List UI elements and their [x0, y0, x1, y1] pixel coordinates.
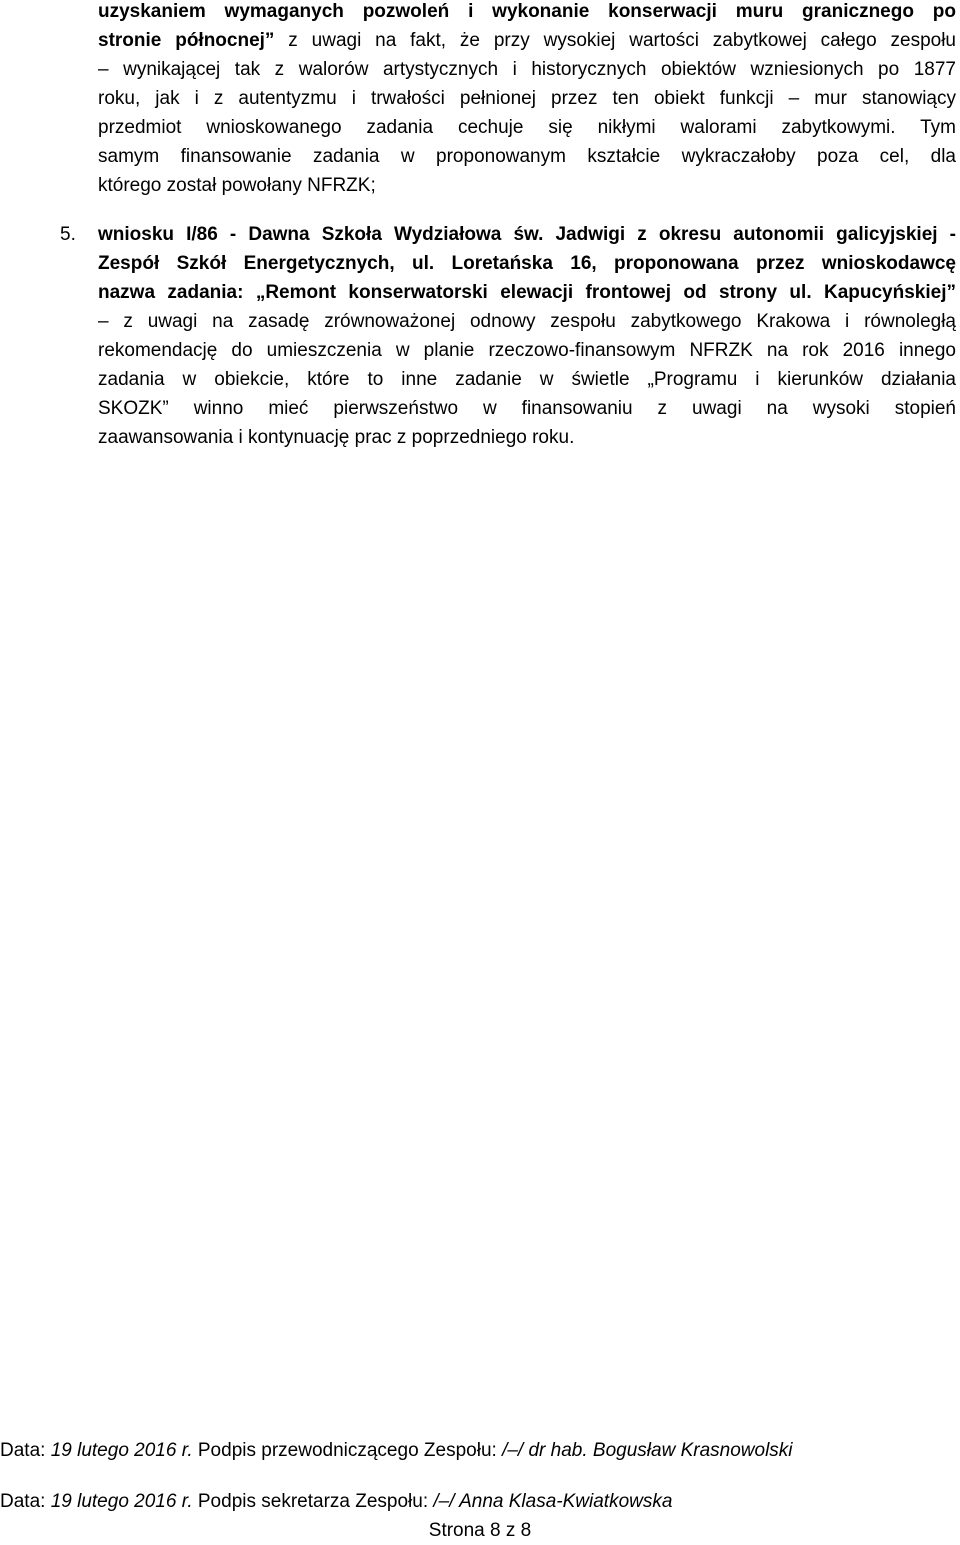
date-value: 19 lutego 2016 r.: [50, 1491, 193, 1512]
text-line: [98, 0, 956, 26]
signature-label: Podpis przewodniczącego Zespołu:: [192, 1440, 503, 1461]
list-item-number: 5.: [60, 224, 76, 245]
date-label: Data:: [0, 1440, 51, 1461]
body-text: roku, jak i z autentyzmu i trwałości pełnionej przez ten obiekt funkcji – mur stanowiący: [98, 88, 956, 109]
text-line: [98, 171, 956, 200]
text-line: [98, 113, 956, 142]
body-text: – z uwagi na zasadę zrównoważonej odnowy zespołu zabytkowego Krakowa i równoległą: [98, 311, 956, 332]
body-text: SKOZK” winno mieć pierwszeństwo w finansowaniu z uwagi na wysoki stopień: [98, 398, 956, 419]
date-value: 19 lutego 2016 r.: [50, 1440, 193, 1461]
body-text: – wynikającej tak z walorów artystycznych i historycznych obiektów wzniesionych po 1877: [98, 59, 956, 80]
secretary-signature-line: [0, 1487, 672, 1516]
text-line: [98, 220, 956, 249]
body-text: samym finansowanie zadania w proponowanym kształcie wykraczałoby poza cel, dla: [98, 146, 956, 167]
bold-text: uzyskaniem wymaganych pozwoleń i wykonanie konserwacji muru granicznego po: [98, 1, 956, 22]
text-line: [98, 307, 956, 336]
chair-signature-line: [0, 1436, 793, 1465]
bold-text: Zespół Szkół Energetycznych, ul. Loretańska 16, proponowana przez wnioskodawcę: [98, 253, 956, 274]
body-text: rekomendację do umieszczenia w planie rzeczowo-finansowym NFRZK na rok 2016 innego: [98, 340, 956, 361]
text-line: [98, 84, 956, 113]
text-line: [98, 278, 956, 307]
body-text: którego został powołany NFRZK;: [98, 175, 376, 196]
signature-label: Podpis sekretarza Zespołu:: [192, 1491, 434, 1512]
bold-text: wniosku I/86 - Dawna Szkoła Wydziałowa św. Jadwigi z okresu autonomii galicyjskiej -: [98, 224, 956, 245]
body-text: zaawansowania i kontynuację prac z poprzedniego roku.: [98, 427, 575, 448]
text-line: [98, 142, 956, 171]
text-line: [98, 394, 956, 423]
text-line: [98, 55, 956, 84]
text-line: [98, 249, 956, 278]
text-line: [98, 423, 956, 452]
body-text: przedmiot wnioskowanego zadania cechuje się nikłymi walorami zabytkowymi. Tym: [98, 117, 956, 138]
text-line: [98, 26, 956, 55]
date-label: Data:: [0, 1491, 51, 1512]
body-text: z uwagi na fakt, że przy wysokiej wartości zabytkowej całego zespołu: [274, 30, 956, 51]
signature-value: /–/ dr hab. Bogusław Krasnowolski: [502, 1440, 793, 1461]
signature-value: /–/ Anna Klasa-Kwiatkowska: [433, 1491, 673, 1512]
bold-text: stronie północnej”: [98, 30, 275, 51]
text-line: [98, 365, 956, 394]
text-line: [98, 336, 956, 365]
body-text: zadania w obiekcie, które to inne zadanie w świetle „Programu i kierunków działania: [98, 369, 956, 390]
page-number: Strona 8 z 8: [428, 1520, 532, 1541]
bold-text: nazwa zadania: „Remont konserwatorski elewacji frontowej od strony ul. Kapucyńskiej”: [98, 282, 956, 303]
